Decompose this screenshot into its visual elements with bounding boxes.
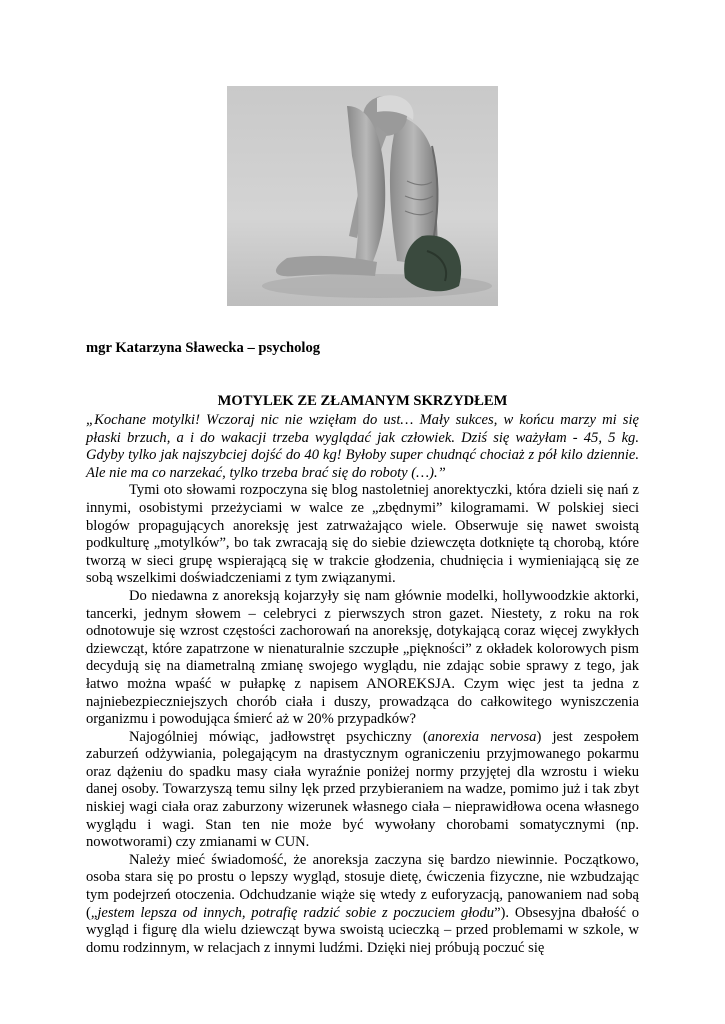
paragraph-4-text: Należy mieć świadomość, że anoreksja zaczyna się bardzo niewinnie. Początkowo, osoba stara się po prostu o lepszy wygląd, stosuje dietę, ćwiczenia fizyczne, nie wzbudzając tym podejrzeń otoczenia. Odchudzanie wiąże się wtedy z euforyzacją, panowaniem nad sobą („ bbox=[86, 851, 639, 921]
opening-quote: „Kochane motylki! Wczoraj nic nie wzięłam do ust… Mały sukces, w końcu marzy mi się płaski brzuch, a i do wakacji trzeba wyglądać jak człowiek. Dziś się ważyłam - 45, 5 kg. Gdyby tylko jak najszybciej dojść do 40 kg! Byłoby super chudnąć chociaż z pół kilo dziennie. Ale nie ma co narzekać, tylko trzeba brać się do roboty (…).” bbox=[86, 412, 639, 481]
paragraph-2: Do niedawna z anoreksją kojarzyły się nam głównie modelki, hollywoodzkie aktorki, tancerki, jednym słowem – celebryci z pierwszych stron gazet. Niestety, z roku na rok odnotowuje się wzrost częstości zachorowań na anoreksję, dotykającą coraz więcej zwykłych dziewcząt, które zapatrzone w nienaturalnie szczupłe „piękności” z okładek kolorowych pism decydują się na diametralną zmianę swojego wyglądu, nie zdając sobie sprawy z tego, jak łatwo można wpaść w pułapkę z napisem ANOREKSJA. Czym więc jest ta jedna z najniebezpieczniejszych chorób ciała i duszy, prowadząca do całkowitego wyniszczenia organizmu i powodująca śmierć aż w 20% przypadków? bbox=[86, 587, 639, 728]
paragraph-4-text-cont: ”). Obsesyjna dbałość o wygląd i figurę dla wielu dziewcząt bywa swoistą ucieczką – przed problemami w szkole, w domu rodzinnym, w relacjach z innymi ludźmi. Dzięki niej próbują poczuć się bbox=[86, 904, 640, 956]
paragraph-3 bbox=[86, 729, 639, 852]
article-title: MOTYLEK ZE ZŁAMANYM SKRZYDŁEM bbox=[217, 393, 508, 409]
author-line: mgr Katarzyna Sławecka – psycholog bbox=[86, 340, 321, 356]
paragraph-4-quote: jestem lepsza od innych, potrafię radzić sobie z poczuciem głodu bbox=[97, 904, 495, 921]
paragraph-1: Tymi oto słowami rozpoczyna się blog nastoletniej anorektyczki, która dzieli się nań z innymi, osobistymi przeżyciami w walce ze „zbędnymi” kilogramami. W polskiej sieci blogów propagujących anoreksję jest zatrważająco wiele. Obserwuje się nawet swoistą podkulturę „motylków”, bo tak zwracają się do siebie dziewczęta dotknięte tą chorobą, które tworzą w sieci grupę wspierającą się w trakcie głodzenia, chudnięcia i wymieniającą się ze sobą wszelkimi doświadczeniami z tym związanymi. bbox=[86, 482, 639, 587]
paragraph-3-latin-term: anorexia nervosa bbox=[427, 728, 537, 745]
article-body bbox=[86, 412, 639, 957]
paragraph-3-text: Najogólniej mówiąc, jadłowstręt psychiczny ( bbox=[129, 728, 428, 745]
photo-of-thin-woman-sitting-icon bbox=[227, 86, 498, 306]
paragraph-3-text-cont: ) jest zespołem zaburzeń odżywiania, polegającym na drastycznym ograniczeniu przyjmowanego pokarmu oraz dążeniu do spadku masy ciała wyraźnie poniżej normy przyjętej dla wzrostu i wieku danej osoby. Towarzyszą temu silny lęk przed przybieraniem na wadze, pomimo już i tak zbyt niskiej wagi ciała oraz zaburzony wizerunek własnego ciała – nieprawidłowa ocena własnego wyglądu i wagi. Stan ten nie może być wywołany chorobami somatycznymi (np. nowotworami) czy zmianami w CUN. bbox=[86, 728, 639, 851]
photo-image bbox=[227, 86, 498, 306]
paragraph-4 bbox=[86, 852, 639, 958]
